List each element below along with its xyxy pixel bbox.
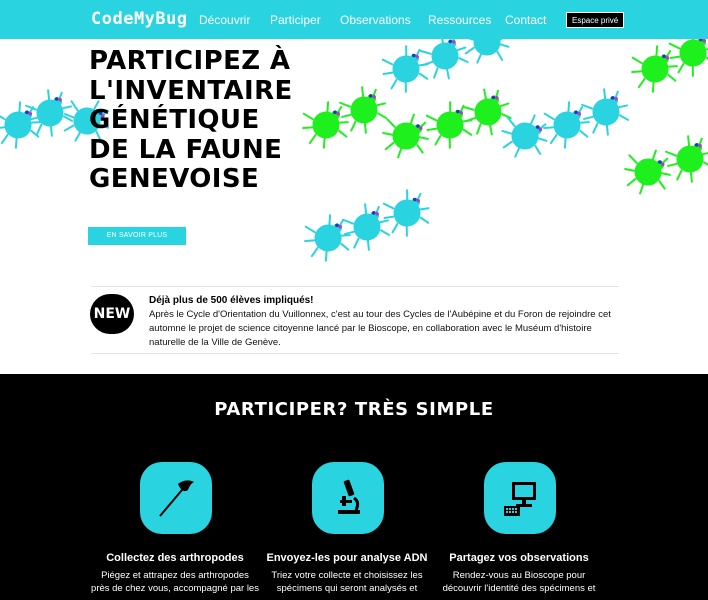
bug-drawing — [0, 100, 43, 151]
nav-item-participer[interactable]: Participer — [270, 13, 321, 27]
news-divider-top — [91, 286, 619, 287]
participate-section — [0, 374, 708, 600]
news-title[interactable]: Déjà plus de 500 élèves impliqués! — [149, 295, 314, 306]
microscope-icon[interactable] — [312, 462, 384, 534]
bug-drawing — [422, 98, 477, 152]
hero-title-line: PARTICIPEZ À — [89, 46, 291, 76]
bug-drawing — [665, 39, 708, 80]
bug-drawing — [623, 148, 672, 196]
hero-title-line: DE LA FAUNE — [89, 134, 283, 165]
nav-item-decouvrir[interactable]: Découvrir — [199, 13, 251, 27]
hero-section — [0, 39, 708, 287]
bug-drawing — [499, 110, 551, 161]
news-text-line: naturelle de la Ville de Genève. — [149, 337, 281, 348]
bug-drawing — [461, 39, 513, 67]
step-title: Partagez vos observations — [449, 552, 589, 564]
step-text-line: près de chez vous, accompagné par les — [91, 583, 259, 594]
site-logo[interactable]: CodeMyBug — [91, 9, 188, 29]
bug-drawing — [629, 44, 681, 95]
step-title: Collectez des arthropodes — [106, 552, 244, 564]
nav-item-contact[interactable]: Contact — [505, 13, 547, 27]
private-space-button[interactable]: Espace privé — [566, 12, 624, 28]
hero-title — [89, 47, 389, 195]
step-text-line: Piégez et attrapez des arthropodes — [101, 570, 249, 581]
step-text-line: spécimens qui seront analysés et — [276, 583, 418, 594]
top-nav — [0, 0, 708, 39]
news-divider-bottom — [91, 353, 619, 354]
nav-item-ressources[interactable]: Ressources — [428, 13, 492, 27]
hero-title-line: GÉNÉTIQUE — [89, 105, 260, 135]
step-text — [257, 569, 437, 595]
computer-icon[interactable] — [484, 462, 556, 534]
section-title: PARTICIPER? TRÈS SIMPLE — [214, 399, 494, 420]
step-text-line: Rendez-vous au Bioscope pour — [452, 570, 586, 581]
news-text-line: automne le projet de science citoyenne lancé par le Bioscope, en collaboration avec le Muséum d'histoire — [149, 323, 592, 334]
news-text-line: Après le Cycle d'Orientation du Vuillonnex, c'est au tour des Cycles de l'Aubépine et du Foron de rejoindre cet — [149, 309, 611, 320]
butterfly-net-icon[interactable] — [140, 462, 212, 534]
bug-drawing — [577, 84, 634, 141]
news-text — [149, 308, 619, 350]
nav-item-observations[interactable]: Observations — [340, 13, 411, 27]
step-title: Envoyez-les pour analyse ADN — [266, 552, 428, 564]
learn-more-button[interactable]: EN SAVOIR PLUS — [88, 227, 186, 245]
bug-drawing — [541, 100, 593, 151]
new-badge: NEW — [90, 294, 134, 334]
hero-title-line: L'INVENTAIRE — [89, 75, 293, 106]
step-text-line: découvrir l'identité des spécimens et — [442, 583, 596, 594]
step-text — [85, 569, 265, 595]
bug-drawing — [415, 39, 474, 86]
step-text-line: Triez votre collecte et choisissez les — [271, 570, 423, 581]
step-text — [429, 569, 609, 595]
hero-title-line: GENEVOISE — [89, 164, 260, 194]
